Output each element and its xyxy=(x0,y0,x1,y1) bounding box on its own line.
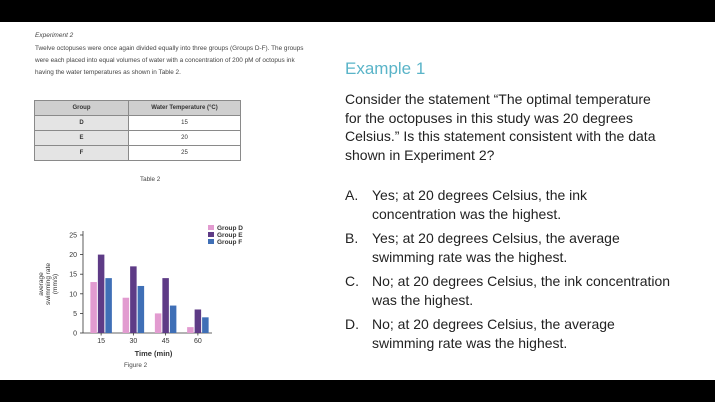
answer-text: Yes; at 20 degrees Celsius, the ink concentration was the highest. xyxy=(372,187,588,222)
legend-swatch xyxy=(208,232,214,237)
table-caption: Table 2 xyxy=(140,176,161,183)
answer-text: No; at 20 degrees Celsius, the ink concentration was the highest. xyxy=(372,273,671,308)
answer-letter: B. xyxy=(345,230,359,246)
bar xyxy=(105,278,112,333)
table-cell-temperature: 15 xyxy=(129,116,241,131)
experiment-description: Twelve octopuses were once again divided equally into three groups (Groups D-F). The groups were each placed into equal volumes of water with a concentration of 200 pM of octopus ink having the water temperatures as shown in Table 2. xyxy=(35,45,304,76)
y-axis-label: average xyxy=(38,272,45,296)
x-axis-label: Time (min) xyxy=(134,349,173,358)
x-tick-label: 30 xyxy=(129,338,138,345)
y-axis-label: (mm/s) xyxy=(52,273,59,295)
y-tick-label: 0 xyxy=(73,330,77,338)
answer-text: Yes; at 20 degrees Celsius, the average swimming rate was the highest. xyxy=(372,230,620,265)
y-tick-label: 20 xyxy=(69,252,77,260)
y-axis-label: swimming rate xyxy=(45,263,52,305)
bar xyxy=(202,317,209,333)
table-cell-group: E xyxy=(35,131,129,146)
x-tick-label: 45 xyxy=(161,338,170,345)
table-cell-group: F xyxy=(35,146,129,161)
table-row xyxy=(35,116,241,131)
bar xyxy=(162,278,169,333)
answer-option-b[interactable] xyxy=(345,229,685,266)
answer-letter: D. xyxy=(345,316,359,332)
y-tick-label: 10 xyxy=(69,291,77,299)
bar xyxy=(155,313,162,333)
bar xyxy=(130,266,137,333)
question-text: Consider the statement “The optimal temperature for the octopuses in this study was 20 degrees Celsius.” Is this statement consistent with the data shown in Experiment 2? xyxy=(345,91,656,163)
table-row xyxy=(35,131,241,146)
x-tick-label: 60 xyxy=(193,338,202,345)
table-header-group: Group xyxy=(35,101,129,116)
table-cell-temperature: 20 xyxy=(129,131,241,146)
bar xyxy=(138,286,145,333)
y-tick-label: 5 xyxy=(73,310,77,318)
bar xyxy=(195,309,202,333)
answer-letter: A. xyxy=(345,187,359,203)
legend-label: Group D xyxy=(217,225,243,232)
table-cell-group: D xyxy=(35,116,129,131)
answer-option-d[interactable] xyxy=(345,315,685,352)
answer-option-a[interactable] xyxy=(345,186,685,223)
answer-letter: C. xyxy=(345,273,359,289)
bar xyxy=(170,306,177,333)
answer-option-c[interactable] xyxy=(345,272,685,309)
experiment-title: Experiment 2 xyxy=(35,32,74,39)
legend-label: Group E xyxy=(217,232,243,239)
y-tick-label: 15 xyxy=(69,271,77,279)
table-header-temperature: Water Temperature (°C) xyxy=(129,101,241,116)
figure-caption: Figure 2 xyxy=(124,362,148,369)
bar xyxy=(123,298,130,333)
answer-list xyxy=(345,186,685,358)
table-row xyxy=(35,146,241,161)
answer-text: No; at 20 degrees Celsius, the average swimming rate was the highest. xyxy=(372,316,615,351)
bar xyxy=(90,282,97,333)
legend-label: Group F xyxy=(217,239,243,246)
x-tick-label: 15 xyxy=(97,338,106,345)
y-tick-label: 25 xyxy=(69,232,77,240)
bar xyxy=(187,327,194,333)
bar-chart xyxy=(30,200,260,358)
example-heading: Example 1 xyxy=(345,59,426,78)
slide xyxy=(0,22,715,380)
legend-swatch xyxy=(208,239,214,244)
legend-swatch xyxy=(208,225,214,230)
table-header-row xyxy=(35,101,241,116)
bar xyxy=(98,255,105,333)
table-2 xyxy=(34,100,241,161)
table-cell-temperature: 25 xyxy=(129,146,241,161)
